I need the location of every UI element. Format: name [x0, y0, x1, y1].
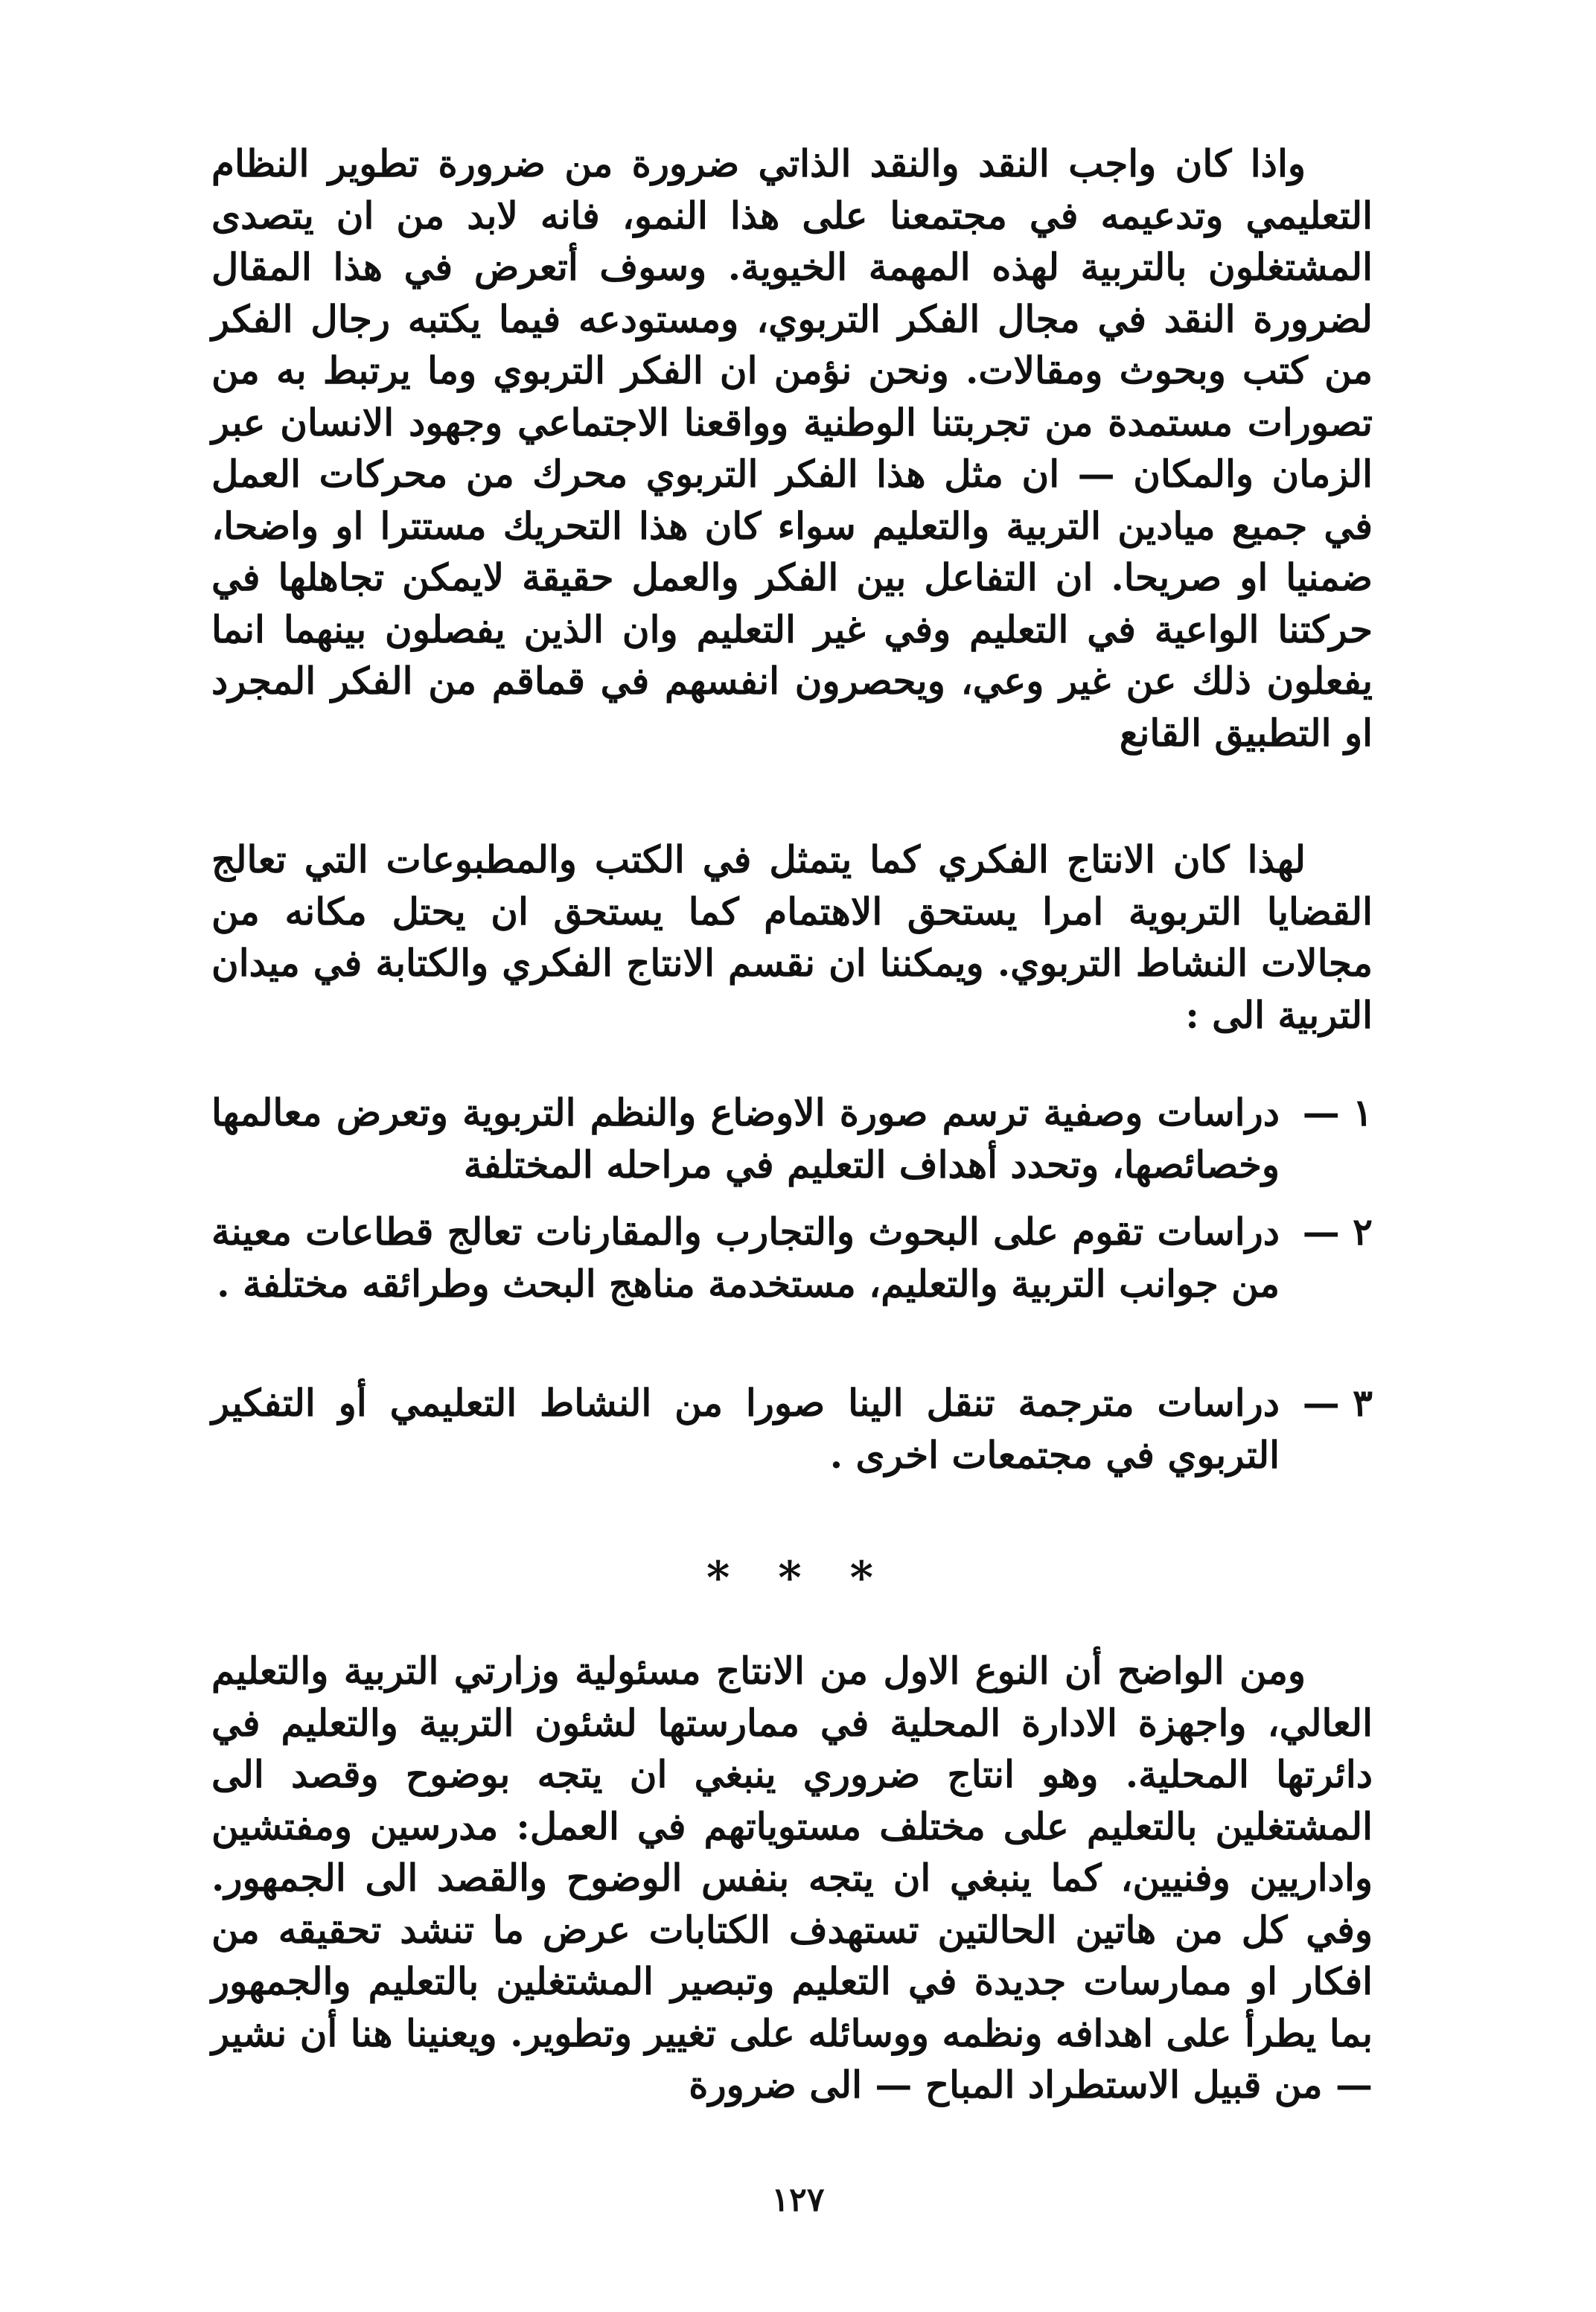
list-item-number: ٢ —	[1302, 1210, 1373, 1254]
list-item-text: دراسات تقوم على البحوث والتجارب والمقارنات تعالج قطاعات معينة من جوانب التربية والتعليم، مستخدمة مناهج البحث وطرائقه مختلفة .	[211, 1210, 1280, 1306]
list-item-2	[211, 1206, 1373, 1309]
paragraph-critique	[211, 138, 1373, 759]
paragraph-3-text: ومن الواضح أن النوع الاول من الانتاج مسئولية وزارتي التربية والتعليم العالي، واجهزة الادارة المحلية في ممارستها لشئون التربية والتعليم في دائرتها المحلية. وهو انتاج ضروري ينبغي ان يتجه بوضوح وقصد الى المشتغلين بالتعليم على مختلف مستوياتهم في العمل: مدرسين ومفتشين واداريين وفنيين، كما ينبغي ان يتجه بنفس الوضوح والقصد الى الجمهور. وفي كل من هاتين الحالتين تستهدف الكتابات عرض ما تنشد تحقيقه من افكار او ممارسات جديدة في التعليم وتبصير المشتغلين بالتعليم والجمهور بما يطرأ على اهدافه ونظمه ووسائله على تغيير وتطوير. ويعنينا هنا أن نشير — من قبيل الاستطراد المباح — الى ضرورة	[211, 1649, 1373, 2107]
list-item-number: ٣ —	[1302, 1381, 1373, 1425]
list-item-number: ١ —	[1302, 1090, 1373, 1134]
section-separator: * * *	[706, 1552, 890, 1604]
paragraph-2-text: لهذا كان الانتاج الفكري كما يتمثل في الكتب والمطبوعات التي تعالج القضايا التربوية امرا يستحق الاهتمام كما يستحق ان يحتل مكانه من مجالات النشاط التربوي. ويمكننا ان نقسم الانتاج الفكري والكتابة في ميدان التربية الى :	[211, 837, 1373, 1037]
page-number: ١٢٧	[771, 2181, 825, 2219]
list-item-text: دراسات وصفية ترسم صورة الاوضاع والنظم التربوية وتعرض معالمها وخصائصها، وتحدد أهداف التعليم في مراحله المختلفة	[211, 1090, 1280, 1187]
paragraph-intellectual-production	[211, 834, 1373, 1041]
list-item-text: دراسات مترجمة تنقل الينا صورا من النشاط التعليمي أو التفكير التربوي في مجتمعات اخرى .	[211, 1381, 1280, 1477]
list-item-1	[211, 1087, 1373, 1190]
list-item-3	[211, 1377, 1373, 1481]
paragraph-1-text: واذا كان واجب النقد والنقد الذاتي ضرورة من ضرورة تطوير النظام التعليمي وتدعيمه في مجتمعنا على هذا النمو، فانه لابد من ان يتصدى المشتغلون بالتربية لهذه المهمة الخيوية. وسوف أتعرض في هذا المقال لضرورة النقد في مجال الفكر التربوي، ومستودعه فيما يكتبه رجال الفكر من كتب وبحوث ومقالات. ونحن نؤمن ان الفكر التربوي وما يرتبط به من تصورات مستمدة من تجربتنا الوطنية وواقعنا الاجتماعي وجهود الانسان عبر الزمان والمكان — ان مثل هذا الفكر التربوي محرك من محركات العمل في جميع ميادين التربية والتعليم سواء كان هذا التحريك مستترا او واضحا، ضمنيا او صريحا. ان التفاعل بين الفكر والعمل حقيقة لايمكن تجاهلها في حركتنا الواعية في التعليم وفي غير التعليم وان الذين يفصلون بينهما انما يفعلون ذلك عن غير وعي، ويحصرون انفسهم في قماقم من الفكر المجرد او التطبيق القانع	[211, 141, 1373, 755]
paragraph-ministries	[211, 1645, 1373, 2111]
